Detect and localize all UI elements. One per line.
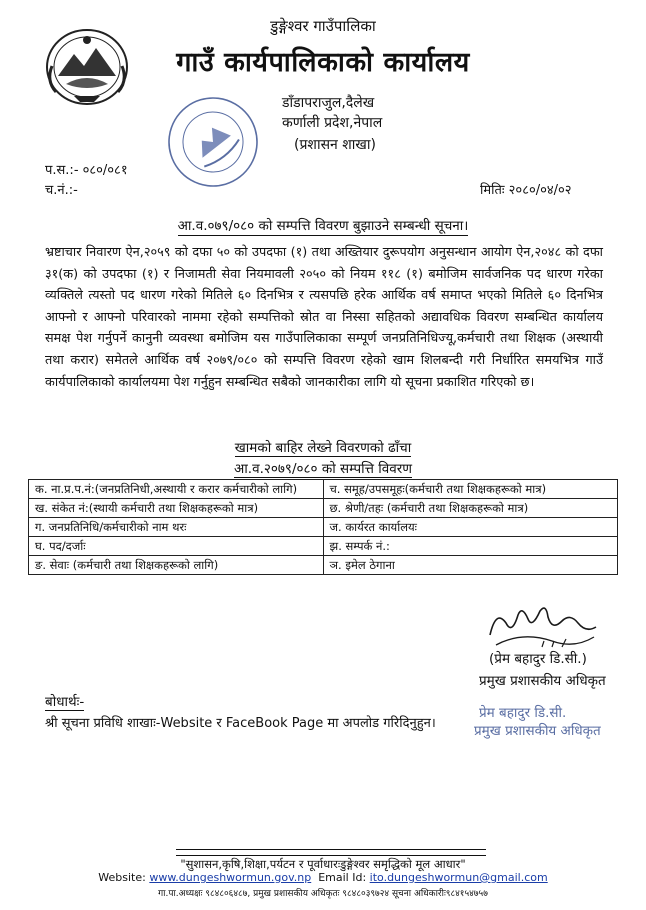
bodharth-label <box>45 692 84 710</box>
email-label: Email Id: <box>318 871 367 884</box>
address-line-2: कर्णाली प्रदेश,नेपाल <box>282 115 383 131</box>
table-cell: च. समूह/उपसमूहः(कर्मचारी तथा शिक्षकहरूको मात्र) <box>323 480 618 499</box>
municipality-name: डुङ्गेश्वर गाउँपालिका <box>270 17 376 35</box>
table-cell: छ. श्रेणी/तहः (कर्मचारी तथा शिक्षकहरूको मात्र) <box>323 499 618 518</box>
footer-phone-numbers: गा.पा.अध्यक्षः ९८४८०६४८७, प्रमुख प्रशासकीय अधिकृतः ९८४८०३९७२४ सूचना अधिकारीः९८४१५४७५७ <box>158 889 488 899</box>
table-row <box>29 518 618 537</box>
website-link[interactable]: www.dungeshwormun.gov.np <box>149 871 312 884</box>
table-cell: ञ. इमेल ठेगाना <box>323 556 618 575</box>
table-row <box>29 537 618 556</box>
signatory-name: (प्रेम बहादुर डि.सी.) <box>489 651 587 667</box>
table-cell: झ. सम्पर्क नं.: <box>323 537 618 556</box>
table-cell: ग. जनप्रतिनिधि/कर्मचारीको नाम थरः <box>29 518 324 537</box>
post-stamp: प्रमुख प्रशासकीय अधिकृत <box>474 723 601 739</box>
website-label: Website: <box>98 871 146 884</box>
table-cell: घ. पद/दर्जाः <box>29 537 324 556</box>
table-row <box>29 480 618 499</box>
footer-slogan: "सुशासन,कृषि,शिक्षा,पर्यटन र पूर्वाधारःडुङ्गेश्वर समृद्धिको मूल आधार" <box>180 857 466 871</box>
name-stamp: प्रेम बहादुर डि.सी. <box>479 705 567 721</box>
footer-divider <box>176 849 486 850</box>
notice-subject-text: आ.व.०७९/०८० को सम्पत्ति विवरण बुझाउने सम्बन्धी सूचना। <box>177 218 469 234</box>
signatory-post: प्रमुख प्रशासकीय अधिकृत <box>479 673 606 689</box>
address-line-1: डाँडापराजुल,दैलेख <box>282 95 375 111</box>
envelope-heading-text: खामको बाहिर लेख्ने विवरणको ढाँचा <box>234 440 412 456</box>
notice-subject <box>0 216 646 234</box>
letter-date: मितिः २०८०/०४/०२ <box>480 183 572 198</box>
table-row <box>29 499 618 518</box>
bodharth-text: श्री सूचना प्रविधि शाखाः-Website र FaceBook Page मा अपलोड गरिदिनुहुन। <box>45 716 436 731</box>
table-cell: ज. कार्यरत कार्यालयः <box>323 518 618 537</box>
email-link[interactable]: ito.dungeshwormun@gmail.com <box>369 871 548 884</box>
notice-body: भ्रष्टाचार निवारण ऐन,२०५९ को दफा ५० को उपदफा (१) तथा अख्तियार दुरूपयोग अनुसन्धान आयोग ऐन,२०४८ को दफा ३१(क) को उपदफा (१) र निजामती सेवा नियमावली २०५० को नियम ११८ (१) बमोजिम सार्वजनिक पद धारण गरेका व्यक्तिले त्यस्तो पद धारण गरेको मितिले ६० दिनभित्र र त्यसपछि हरेक आर्थिक वर्ष समाप्त भएको मितिले ६० दिनभित्र आफ्नो र आफ्नो परिवारको नाममा रहेको सम्पत्तिको स्रोत वा निस्सा सहितको अद्यावधिक विवरण सम्बन्धित कार्यालय समक्ष पेश गर्नुपर्ने कानुनी व्यवस्था बमोजिम यस गाउँपालिकाका सम्पूर्ण जनप्रतिनिधिज्यू,कर्मचारी तथा शिक्षक (अस्थायी तथा करार) समेतले आर्थिक वर्ष २०७९/०८० को सम्पत्ति विवरण रहेको खाम शिलबन्दी गरी निर्धारित समयभित्र गाउँ कार्यपालिकाको कार्यालयमा पेश गर्नुहुन सम्बन्धित सबैको जानकारीका लागि यो सूचना प्रकाशित गरिएको छ। <box>45 245 603 390</box>
table-cell: ख. संकेत नं:(स्थायी कर्मचारी तथा शिक्षकहरूको मात्र) <box>29 499 324 518</box>
section-name: (प्रशासन शाखा) <box>294 137 376 153</box>
envelope-heading <box>0 438 646 456</box>
table-cell: क. ना.प्र.प.नं:(जनप्रतिनिधी,अस्थायी र करार कर्मचारीको लागि) <box>29 480 324 499</box>
table-cell: ङ. सेवाः (कर्मचारी तथा शिक्षकहरूको लागि) <box>29 556 324 575</box>
envelope-format-table <box>28 479 618 575</box>
office-seal-stamp <box>165 94 261 190</box>
table-row <box>29 556 618 575</box>
chalani-number: च.नं.:- <box>45 183 78 198</box>
footer-divider <box>176 855 486 856</box>
envelope-subheading <box>0 459 646 477</box>
envelope-subheading-text: आ.व.२०७९/०८० को सम्पत्ति विवरण <box>233 461 413 477</box>
patra-sankhya: प.स.:- ०८०/०८१ <box>45 163 128 178</box>
bodharth-label-text: बोधार्थः- <box>45 694 85 710</box>
office-title: गाउँ कार्यपालिकाको कार्यालय <box>176 47 470 78</box>
footer-contact-line <box>0 871 646 884</box>
handwritten-signature <box>482 601 602 653</box>
